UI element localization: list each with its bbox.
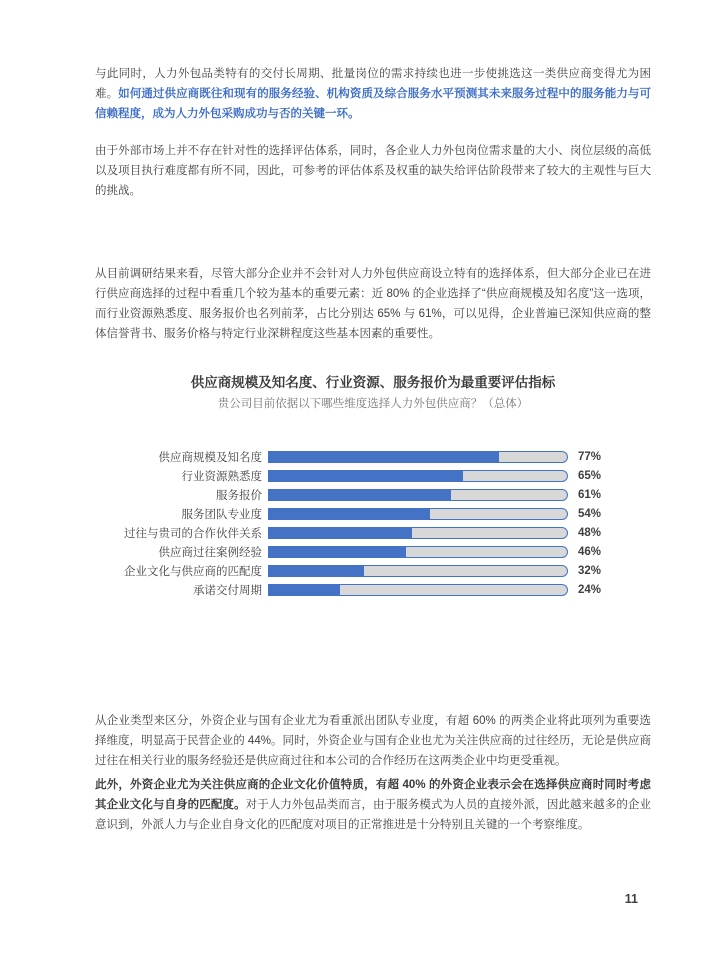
- chart-row: [95, 542, 651, 561]
- chart-value-label: 24%: [578, 583, 602, 596]
- chart-bar-track: [268, 508, 568, 520]
- paragraph-intro-highlight: 如何通过供应商既往和现有的服务经验、机构资质及综合服务水平预测其未来服务过程中的服务能力与可信赖程度，成为人力外包采购成功与否的关键一环。: [95, 88, 651, 120]
- paragraph-culture-bold: 此外，外资企业尤为关注供应商的企业文化价值特质，有超 40% 的外资企业表示会在选择供应商时同时考虑其企业文化与自身的匹配度。: [95, 779, 651, 811]
- paragraph-intro-normal: 与此同时，人力外包品类特有的交付长周期、批量岗位的需求持续也进一步使挑选这一类供应商变得尤为困难。: [95, 68, 651, 100]
- chart-bar-fill: [268, 546, 406, 558]
- chart-category-label: 行业资源熟悉度: [181, 470, 262, 483]
- chart-category-label: 服务团队专业度: [181, 508, 262, 521]
- paragraph-survey: 从目前调研结果来看，尽管大部分企业并不会针对人力外包供应商设立特有的选择体系，但大部分企业已在进行供应商选择的过程中看重几个较为基本的重要元素：近 80% 的企业选择了“供应商规模及知名度”这一选项，而行业资源熟悉度、服务报价也名列前茅，占比分别达 65% 与 61%，可以见得，企业普遍已深知供应商的整体信誉背书、服务价格与特定行业深耕程度这些基本因素的重要性。: [95, 268, 651, 340]
- chart-bar-fill: [268, 527, 412, 539]
- chart-category-label: 承诺交付周期: [193, 584, 262, 597]
- chart-value-label: 65%: [578, 469, 602, 482]
- bar-chart: [95, 372, 651, 599]
- page-number: 11: [624, 892, 638, 906]
- paragraph-culture-normal: 对于人力外包品类而言，由于服务模式为人员的直接外派，因此越来越多的企业意识到，外派人力与企业自身文化的匹配度对项目的正常推进是十分特别且关键的一个考察维度。: [95, 799, 651, 831]
- chart-value-label: 54%: [578, 507, 602, 520]
- page-content: [95, 0, 651, 835]
- chart-value-label: 61%: [578, 488, 602, 501]
- chart-bar-fill: [268, 470, 463, 482]
- chart-bar-fill: [268, 584, 340, 596]
- chart-value-label: 77%: [578, 450, 602, 463]
- chart-row: [95, 523, 651, 542]
- chart-value-label: 48%: [578, 526, 602, 539]
- chart-category-label: 企业文化与供应商的匹配度: [124, 565, 262, 578]
- chart-row: [95, 447, 651, 466]
- paragraph-market: 由于外部市场上并不存在针对性的选择评估体系，同时，各企业人力外包岗位需求量的大小、岗位层级的高低以及项目执行难度都有所不同，因此，可参考的评估体系及权重的缺失给评估阶段带来了较大的主观性与巨大的挑战。: [95, 145, 651, 197]
- chart-category-label: 服务报价: [216, 489, 262, 502]
- chart-bar-track: [268, 527, 568, 539]
- paragraph-company-type: 从企业类型来区分，外资企业与国有企业尤为看重派出团队专业度，有超 60% 的两类企业将此项列为重要选择维度，明显高于民营企业的 44%。同时，外资企业与国有企业也尤为关注供应商的过往经历，无论是供应商过往在相关行业的服务经验还是供应商过往和本公司的合作经历在这两类企业中均更受重视。: [95, 715, 651, 767]
- chart-bar-fill: [268, 451, 499, 463]
- chart-bar-fill: [268, 489, 451, 501]
- chart-category-label: 供应商规模及知名度: [158, 451, 262, 464]
- paragraph-culture: [95, 775, 651, 835]
- chart-category-label: 过往与贵司的合作伙伴关系: [124, 527, 262, 540]
- chart-row: [95, 504, 651, 523]
- chart-bar-track: [268, 470, 568, 482]
- chart-row: [95, 561, 651, 580]
- chart-bar-track: [268, 565, 568, 577]
- chart-row: [95, 485, 651, 504]
- chart-bar-track: [268, 451, 568, 463]
- chart-value-label: 46%: [578, 545, 602, 558]
- chart-bar-track: [268, 584, 568, 596]
- chart-value-label: 32%: [578, 564, 602, 577]
- chart-bar-fill: [268, 508, 430, 520]
- chart-bar-track: [268, 489, 568, 501]
- chart-category-label: 供应商过往案例经验: [158, 546, 262, 559]
- chart-rows: [95, 447, 651, 599]
- chart-row: [95, 466, 651, 485]
- chart-row: [95, 580, 651, 599]
- chart-subtitle: 贵公司目前依据以下哪些维度选择人力外包供应商？（总体）: [217, 398, 529, 410]
- chart-bar-fill: [268, 565, 364, 577]
- paragraph-intro: [95, 64, 651, 124]
- chart-title: 供应商规模及知名度、行业资源、服务报价为最重要评估指标: [190, 375, 556, 390]
- chart-bar-track: [268, 546, 568, 558]
